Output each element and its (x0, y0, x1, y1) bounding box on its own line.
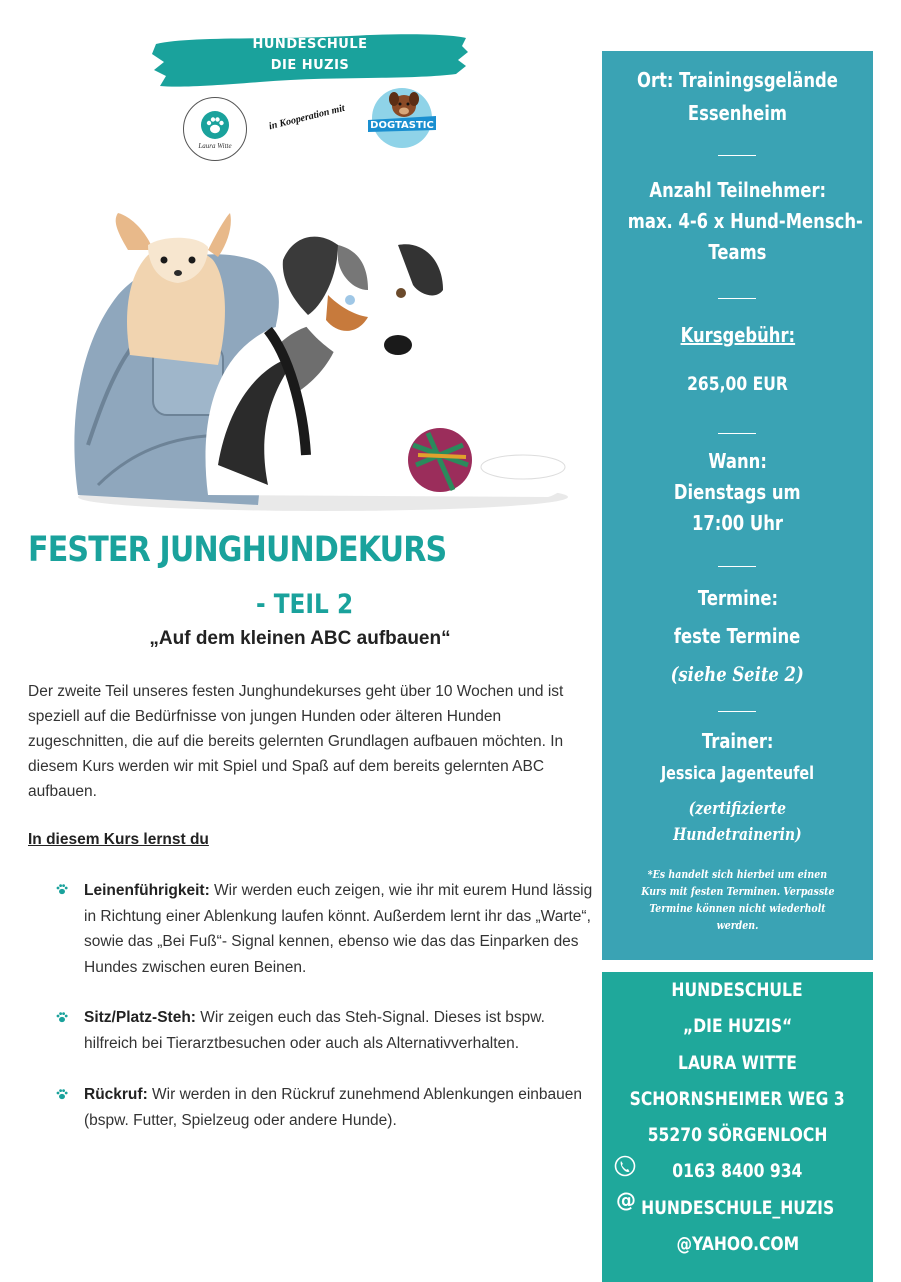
bullet-title: Rückruf: (84, 1086, 148, 1103)
fixed-dates-note (602, 866, 873, 934)
logo-line-1: HUNDESCHULE (252, 37, 368, 52)
bullet-title: Leinenführigkeit: (84, 882, 210, 899)
location-block (602, 64, 873, 130)
dates-note: (siehe Seite 2) (670, 662, 805, 686)
trainer-block (602, 724, 873, 758)
trainer-label: Trainer: (701, 729, 774, 753)
contact-school-name: „DIE HUZIS“ (682, 1015, 793, 1038)
circle-logo-name: Laura Witte (198, 142, 232, 150)
time-hour: 17:00 Uhr (692, 511, 783, 535)
intro-paragraph: Der zweite Teil unseres festen Junghundekurses geht über 10 Wochen und ist speziell auf die Bedürfnisse von jungen Hunden oder älteren Hunden zugeschnitten, die auf die bereits gelernten Grundlagen aufbauen möchten. In diesem Kurs werden wir mit Spiel und Spaß auf dem bereits gelernten ABC aufbauen. (28, 683, 564, 800)
school-logo-text (150, 34, 470, 76)
page-title: FESTER JUNGHUNDEKURS (28, 530, 447, 570)
note-line: Kurs mit festen Terminen. Verpasste (640, 884, 835, 898)
phone-icon (614, 1155, 636, 1177)
dogtastic-text: DOGTASTIC (370, 120, 434, 131)
trainer-name-block (602, 760, 873, 788)
divider (718, 433, 756, 434)
trainer-cert-block (602, 796, 873, 848)
contact-street: SCHORNSHEIMER WEG 3 (629, 1087, 846, 1110)
participants-value-2: Teams (708, 240, 767, 264)
page-tagline: „Auf dem kleinen ABC aufbauen“ (149, 628, 451, 649)
fee-block (602, 320, 873, 350)
time-day: Dienstags um (674, 480, 801, 504)
contact-email[interactable]: HUNDESCHULE_HUZIS (640, 1196, 835, 1219)
contact-phone[interactable]: 0163 8400 934 (672, 1160, 803, 1183)
paw-badge (201, 111, 229, 139)
paw-icon (55, 1010, 69, 1024)
dogs-photo (68, 205, 578, 517)
contact-email-domain[interactable]: @YAHOO.COM (676, 1233, 799, 1256)
list-item (84, 1082, 594, 1133)
bullet-text: Wir werden euch zeigen, wie ihr mit eurem Hund lässig in Richtung einer Ablenkung laufen könnt. Außerdem lernt ihr das „Warte“, sowie das „Bei Fuß“- Signal kennen, ebenso wie das das Einparken des Hundes zwischen euren Beinen. (84, 882, 593, 976)
at-icon: @ (616, 1188, 636, 1212)
paw-icon (55, 882, 69, 896)
note-line: Termine können nicht wiederholt (649, 901, 826, 915)
divider (718, 566, 756, 567)
location-value: Essenheim (687, 101, 788, 125)
divider (718, 155, 756, 156)
dogtastic-logo (362, 82, 442, 152)
contact-person: LAURA WITTE (678, 1051, 797, 1074)
note-line: *Es handelt sich hierbei um einen (647, 867, 828, 881)
contact-school: HUNDESCHULE (671, 979, 804, 1001)
list-item (84, 878, 594, 980)
trainer-name: Jessica Jagenteufel (660, 764, 815, 784)
fee-label: Kursgebühr: (680, 323, 795, 347)
divider (718, 298, 756, 299)
dates-value: feste Termine (674, 624, 801, 648)
trainer-cert-line-1: (zertifizierte (688, 799, 787, 819)
divider (718, 711, 756, 712)
fee-value-block (602, 370, 873, 398)
participants-value: max. 4-6 x Hund-Mensch- (627, 209, 863, 233)
time-block (602, 446, 873, 539)
logo-line-2: DIE HUZIS (270, 58, 350, 73)
trainer-cert-line-2: Hundetrainerin) (673, 825, 802, 845)
list-item (84, 1005, 594, 1056)
note-line: werden. (716, 918, 759, 932)
participants-block (602, 175, 873, 268)
time-label: Wann: (708, 449, 767, 473)
contact-block (602, 972, 873, 1262)
bullet-text: Wir werden in den Rückruf zunehmend Ablenkungen einbauen (bspw. Futter, Spielzeug oder andere Hunde). (84, 1086, 583, 1129)
page-subtitle-part: - TEIL 2 (256, 589, 354, 620)
bullet-text: Wir zeigen euch das Steh-Signal. Dieses ist bspw. hilfreich bei Tierarztbesuchen oder auch als Alternativverhalten. (84, 1009, 545, 1052)
learn-heading: In diesem Kurs lernst du (28, 831, 209, 848)
fee-value: 265,00 EUR (687, 373, 788, 395)
paw-icon (55, 1087, 69, 1101)
cooperation-text: in Kooperation mit (267, 102, 346, 133)
dates-block (602, 579, 873, 693)
bullet-title: Sitz/Platz-Steh: (84, 1009, 196, 1026)
contact-city: 55270 SÖRGENLOCH (647, 1124, 828, 1147)
dates-label: Termine: (697, 586, 778, 610)
participants-label: Anzahl Teilnehmer: (649, 178, 826, 202)
circle-logo (183, 97, 247, 161)
location-label: Ort: Trainingsgelände (637, 68, 838, 92)
paw-logo-icon (201, 111, 229, 139)
